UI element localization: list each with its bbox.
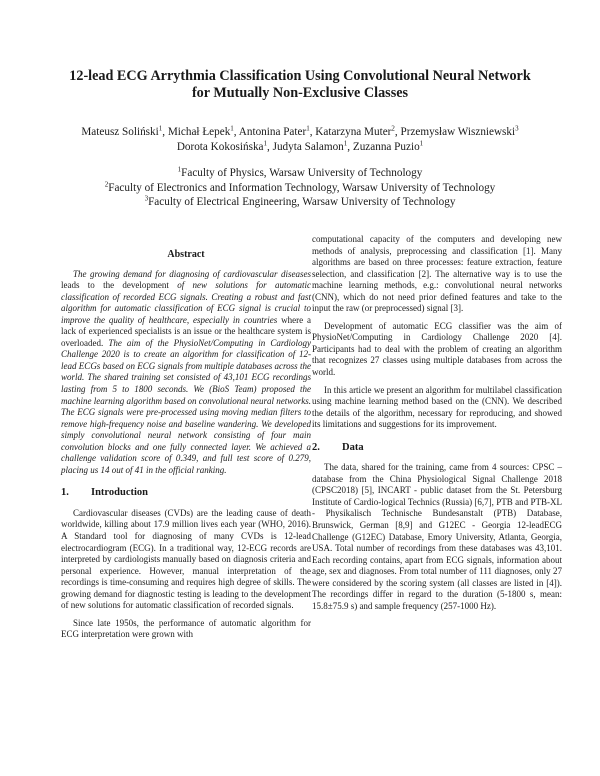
author-name: Dorota Kokosińska [176,141,264,153]
author-affiliation-mark: 1 [306,124,310,133]
author-name: Mateusz Soliński [81,126,159,138]
author-affiliation-mark: 2 [391,124,395,133]
author-affiliation-mark: 1 [263,139,268,148]
body-paragraph: computational capacity of the computers and developing new methods of analysis, preprocessing and classification [1]. Many algorithms are based on three processes: feature extraction, feature selection, and classification [2]. The alternative way is to use the machine learning methods, e.g.: convolutional neural networks (CNN), which do not need prior defined features and take to the input the raw (or preprocessed) signal [3]. [312,234,562,314]
author-affiliation-mark: 1 [419,139,424,148]
affiliation: $^1$Faculty of Physics, Warsaw University of Technology [177,165,423,179]
author-affiliation-mark: 1 [343,139,348,148]
affiliation: $^2$Faculty of Electronics and Information Technology, Warsaw University of Technology [104,179,496,194]
body-paragraph: In this article we present an algorithm for multilabel classification using machine learning method based on the (CNN). We described the details of the algorithm, necessary for reproducing, and showed its limitations and suggestions for its improvement. [312,384,562,430]
right-column [312,234,562,618]
body-paragraph: Since late 1950s, the performance of automatic algorithm for ECG interpretation were grown with [61,617,311,640]
author-name: Judyta Salamon [272,141,344,153]
author-affiliation-mark: 3 [515,124,519,133]
abstract-text: The growing demand for diagnosing of cardiovascular diseases leads to the development of new solutions for automatic classification of recorded ECG signals. Creating a robust and fast algorithm for automatic classification of ECG signal is crucial to improve the quality of healthcare, especially in countries where a lack of experienced specialists is an issue or the healthcare system is overloaded. The aim of the PhysioNet/Computing in Cardiology Challenge 2020 is to create an algorithm for classification of 12-lead ECGs based on ECG signals from multiple databases across the world. The shared training set consisted of 43,101 ECG recordings lasting from 5 to 1800 seconds. We (BioS Team) proposed the machine learning algorithm based on convolutional neural networks. The ECG signals were pre-processed using moving median filters to remove high-frequency noise and baseline wandering. We developed simply convolutional neural network consisting of four main convolution blocks and one fully connected layer. We achieved a challenge validation score of 0.349, and full test score of 0.279, placing us 14 out of 41 in the official ranking. [61,268,312,475]
body-paragraph: Development of automatic ECG classifier was the aim of PhysioNet/Computing in Cardiology Challenge 2020 [4]. Participants had to deal with the problem of creating an algorithm that recognizes 27 classes using multiple databases from across the world. [312,320,562,378]
abstract-heading: Abstract [167,249,205,260]
affiliation: $^3$Faculty of Electrical Engineering, Warsaw University of Technology [144,194,456,208]
paper-title: 12-lead ECG Arrythmia Classification Using Convolutional Neural Network for Mutually Non-Exclusive Classes [69,68,531,101]
author-affiliation-mark: 1 [158,124,163,133]
author-list: Mateusz Soliński$^1$, Michał Łepek$^1$, Antonina Pater$^1$, Katarzyna Muter$^2$, Przemysław Wiszniewski$^3$ Dorota Kokosińska$^1$, Judyta Salamon$^1$, Zuzanna Puzio$^1$ [81,124,519,153]
author-name: Michał Łepek [167,126,231,138]
author-name: Przemysław Wiszniewski [400,126,516,138]
author-name: Zuzanna Puzio [352,141,420,153]
author-name: Antonina Pater [238,126,307,138]
left-column [61,234,311,647]
author-affiliation-mark: 1 [230,124,234,133]
affiliation-list [50,166,550,210]
author-name: Katarzyna Muter [315,126,392,138]
section-heading-data: 2. Data [312,441,364,453]
body-paragraph: The data, shared for the training, came from 4 sources: CPSC – database from the China Physiological Signal Challenge 2018 (CPSC2018) [5], INCART - public dataset from the St. Petersburg Institute of Cardio-logical Technics (Russia) [6,7], PTB and PTB-XL - Physikalisch Technische Bundesanstalt (PTB) Database, Brunswick, German [8,9] and G12EC - Georgia 12-leadECG Challenge (G12EC) Database, Emory University, Atlanta, Georgia, USA. Total number of recordings from these databases was 43,101. Each recording contains, apart from ECG signals, information about age, sex and diagnoses. From total number of 111 diagnoses, only 27 were considered by the scoring system (all classes are listed in [4]). The recordings differ in regard to the duration (5-1800 s, mean: 15.8±75.9 s) and sample frequency (257-1000 Hz). [312,462,562,611]
section-heading-introduction: 1. Introduction [61,487,148,499]
body-paragraph: Cardiovascular diseases (CVDs) are the leading cause of death worldwide, killing about 17.9 million lives each year (WHO, 2016). A Standard tool for diagnosing of many CVDs is 12-lead electrocardiogram (ECG). In a traditional way, 12-ECG records are interpreted by cardiologists manually based on diagnosis criteria and personal experience. However, manual interpretation of the recordings is time-consuming and requires high degree of skills. The growing demand for diagnostic testing is leading to the development of new solutions for automatic classification of recorded signals. [61,507,311,611]
